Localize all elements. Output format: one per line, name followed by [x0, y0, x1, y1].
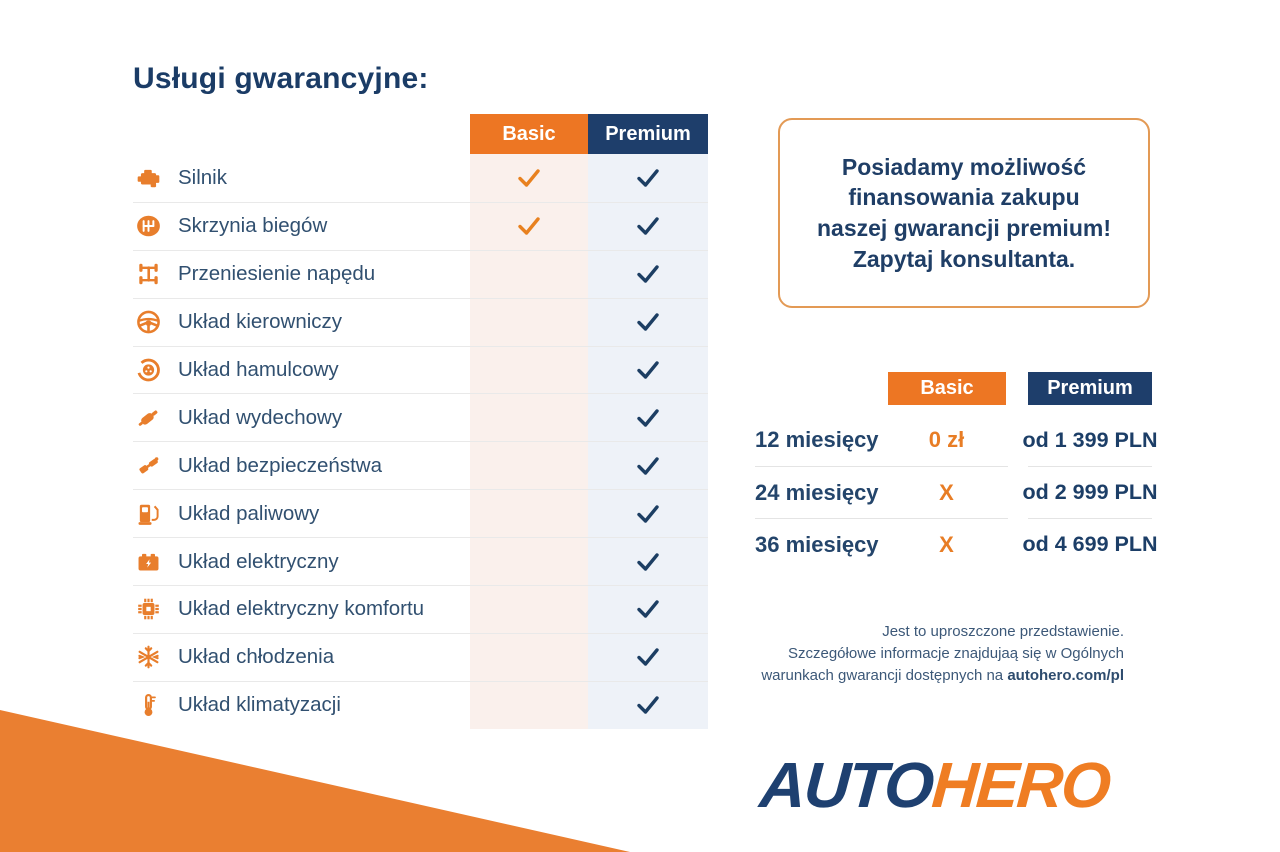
pricing-premium-value: od 4 699 PLN [1022, 532, 1158, 556]
pricing-rows [755, 414, 1161, 570]
premium-cell [588, 264, 708, 284]
chip-icon [133, 596, 163, 622]
logo-hero-text: HERO [929, 749, 1112, 821]
premium-column-header: Premium [588, 114, 708, 154]
page-title: Usługi gwarancyjne: [133, 62, 429, 95]
disclaimer-line: warunkach gwarancji dostępnych na [761, 666, 1008, 684]
pricing-premium-value: od 2 999 PLN [1022, 480, 1158, 504]
engine-icon [133, 165, 163, 191]
service-label: Układ wydechowy [178, 405, 343, 429]
premium-cell [588, 312, 708, 332]
pricing-row [755, 466, 1161, 518]
autohero-logo [757, 748, 1111, 822]
premium-cell [588, 599, 708, 619]
premium-cell [588, 360, 708, 380]
service-label: Układ kierowniczy [178, 310, 343, 334]
financing-text-line: Zapytaj konsultanta. [852, 245, 1076, 272]
fuel-pump-icon [133, 501, 163, 527]
service-label: Układ elektryczny komfortu [178, 597, 425, 621]
pricing-row [755, 518, 1161, 570]
premium-cell [588, 504, 708, 524]
service-row [133, 154, 708, 202]
financing-text-line: finansowania zakupu [848, 184, 1080, 211]
service-row [133, 441, 708, 489]
financing-info-box [778, 118, 1150, 308]
pricing-premium-header: Premium [1028, 372, 1152, 405]
basic-column-header: Basic [470, 114, 588, 154]
basic-cell [470, 168, 588, 188]
drivetrain-icon [133, 261, 163, 287]
orange-corner-wedge [0, 707, 640, 852]
service-label: Układ elektryczny [178, 549, 339, 573]
service-row [133, 489, 708, 537]
service-row [133, 346, 708, 394]
pricing-row [755, 414, 1161, 466]
battery-icon [133, 549, 163, 575]
seatbelt-icon [133, 453, 163, 479]
pricing-period: 36 miesięcy [755, 531, 879, 557]
basic-cell [470, 216, 588, 236]
pricing-row-right [1022, 518, 1158, 570]
pricing-table-header [755, 372, 1161, 414]
disclaimer-line: Jest to uproszczone przedstawienie. [882, 623, 1124, 640]
service-label: Układ paliwowy [178, 501, 320, 525]
services-table [133, 114, 708, 729]
pricing-row-left [755, 518, 1008, 570]
service-label: Układ hamulcowy [178, 358, 339, 381]
pricing-period: 24 miesięcy [755, 479, 879, 505]
service-label: Układ klimatyzacji [178, 693, 341, 717]
pricing-row-right [1022, 466, 1158, 518]
gearbox-icon [133, 213, 163, 239]
pricing-basic-value: X [939, 479, 954, 505]
service-row [133, 250, 708, 298]
premium-cell [588, 456, 708, 476]
pricing-basic-value: 0 zł [928, 427, 965, 452]
service-label: Przeniesienie napędu [178, 262, 376, 286]
disclaimer-line: Szczegółowe informacje znajdujaą się w Ogólnych [787, 644, 1124, 662]
header-spacer [133, 114, 470, 154]
services-table-header [133, 114, 708, 154]
service-row [133, 537, 708, 585]
premium-cell [588, 647, 708, 667]
brake-icon [133, 357, 163, 383]
services-rows [133, 154, 708, 729]
pricing-header-spacer [755, 372, 888, 414]
service-row [133, 298, 708, 346]
financing-text-line: Posiadamy możliwość [841, 153, 1087, 180]
service-label: Silnik [178, 165, 227, 189]
pricing-row-right [1022, 414, 1158, 466]
pricing-row-left [755, 414, 1008, 466]
exhaust-icon [133, 405, 163, 431]
disclaimer-url: autohero.com/pl [1007, 666, 1124, 684]
pricing-row-left [755, 466, 1008, 518]
service-row [133, 585, 708, 633]
premium-cell [588, 552, 708, 572]
premium-cell [588, 168, 708, 188]
premium-cell [588, 216, 708, 236]
service-row [133, 633, 708, 681]
pricing-premium-value: od 1 399 PLN [1022, 427, 1158, 452]
pricing-basic-value: X [939, 531, 954, 557]
premium-cell [588, 408, 708, 428]
steering-wheel-icon [133, 309, 163, 335]
disclaimer-text [761, 621, 1124, 686]
snowflake-icon [133, 644, 163, 670]
financing-text-line: naszej gwarancji premium! [817, 215, 1111, 241]
service-label: Układ chłodzenia [178, 645, 335, 669]
pricing-basic-header: Basic [888, 372, 1006, 405]
logo-auto-text: AUTO [757, 749, 935, 821]
service-label: Układ bezpieczeństwa [178, 453, 382, 477]
service-label: Skrzynia biegów [178, 214, 328, 238]
pricing-period: 12 miesięcy [755, 427, 879, 452]
service-row [133, 393, 708, 441]
service-row [133, 202, 708, 250]
pricing-table [755, 372, 1161, 570]
